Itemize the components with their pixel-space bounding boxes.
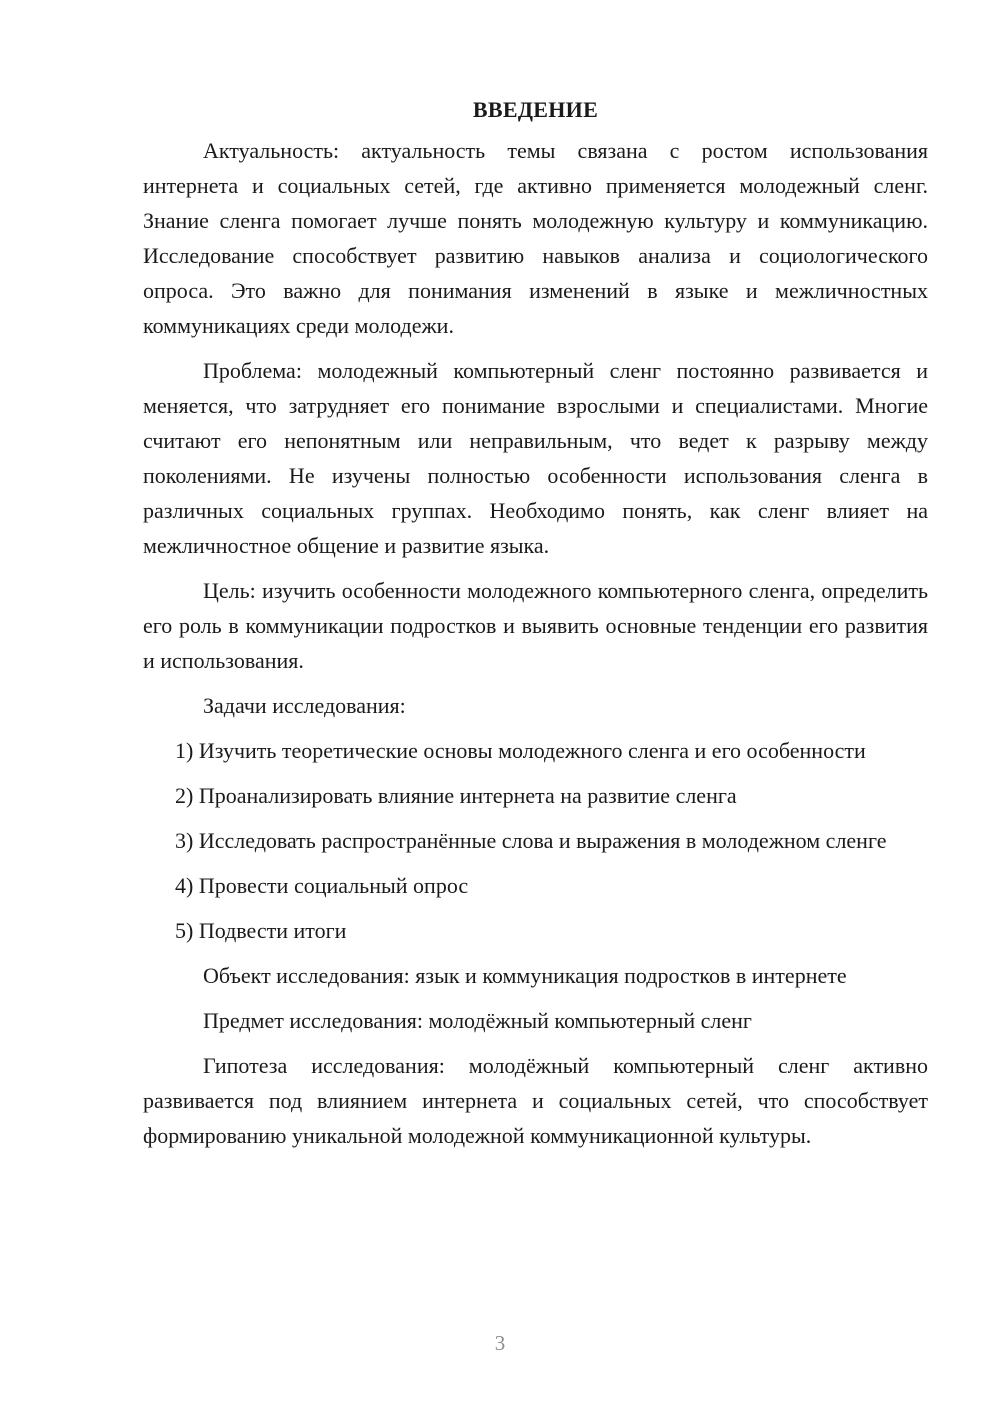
document-page bbox=[143, 92, 928, 1163]
task-item-5: 5) Подвести итоги bbox=[175, 918, 347, 943]
task-item-4: 4) Провести социальный опрос bbox=[175, 873, 469, 898]
task-item-2: 2) Проанализировать влияние интернета на развитие сленга bbox=[175, 783, 737, 808]
subject-paragraph: Предмет исследования: молодёжный компьютерный сленг bbox=[203, 1008, 752, 1033]
page-number: 3 bbox=[494, 1331, 506, 1355]
goal-paragraph: Цель: изучить особенности молодежного компьютерного сленга, определить его роль в коммуникации подростков и выявить основные тенденции его развития и использования. bbox=[143, 578, 928, 673]
problem-paragraph: Проблема: молодежный компьютерный сленг постоянно развивается и меняется, что затрудняет его понимание взрослыми и специалистами. Многие считают его непонятным или неправильным, что ведет к разрыву между поколениями. Не изучены полностью особенности использования сленга в различных социальных группах. Необходимо понять, как сленг влияет на межличностное общение и развитие языка. bbox=[143, 358, 928, 558]
relevance-paragraph: Актуальность: актуальность темы связана с ростом использования интернета и социальных сетей, где активно применяется молодежный сленг. Знание сленга помогает лучше понять молодежную культуру и коммуникацию. Исследование способствует развитию навыков анализа и социологического опроса. Это важно для понимания изменений в языке и межличностных коммуникациях среди молодежи. bbox=[143, 138, 928, 338]
task-item-1: 1) Изучить теоретические основы молодежного сленга и его особенности bbox=[175, 738, 866, 763]
object-paragraph: Объект исследования: язык и коммуникация подростков в интернете bbox=[203, 963, 847, 988]
task-item-3: 3) Исследовать распространённые слова и выражения в молодежном сленге bbox=[175, 828, 887, 853]
hypothesis-paragraph: Гипотеза исследования: молодёжный компьютерный сленг активно развивается под влиянием интернета и социальных сетей, что способствует формированию уникальной молодежной коммуникационной культуры. bbox=[143, 1053, 928, 1148]
page-title: ВВЕДЕНИЕ bbox=[472, 97, 599, 122]
tasks-heading: Задачи исследования: bbox=[203, 693, 406, 718]
